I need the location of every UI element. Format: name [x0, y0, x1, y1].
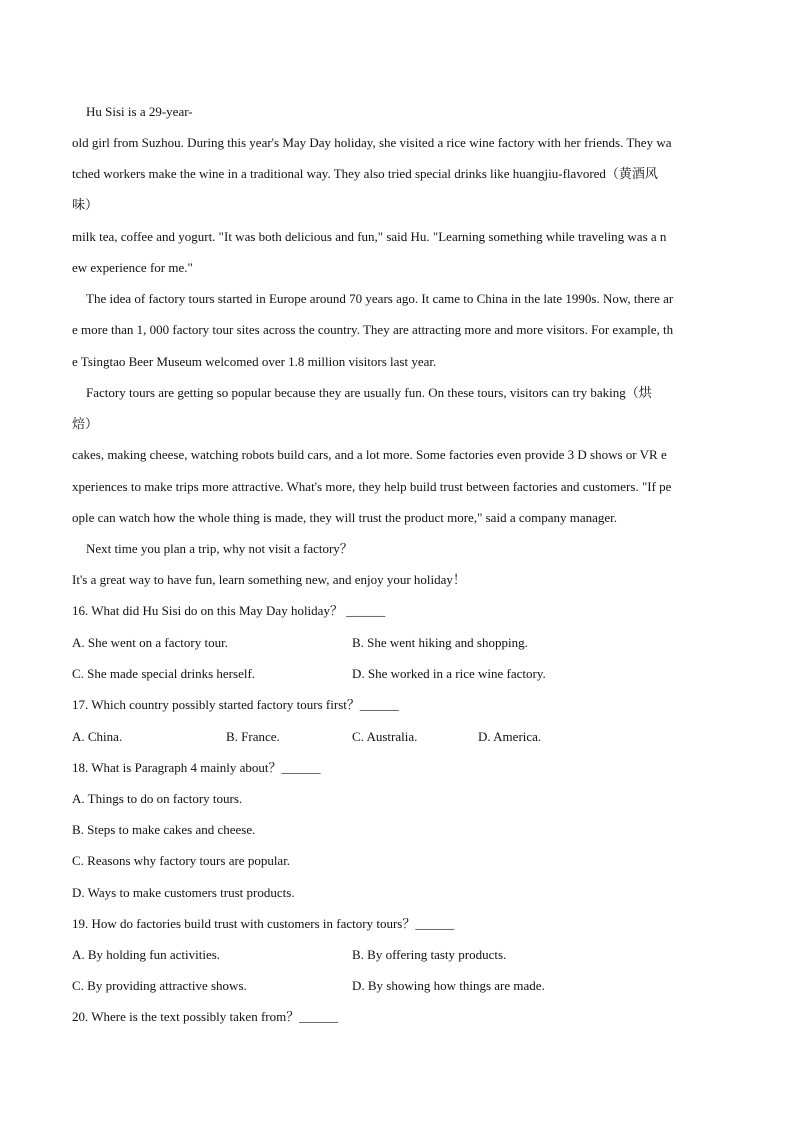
passage-line: Next time you plan a trip, why not visit a factory？ — [86, 541, 353, 556]
passage-line: xperiences to make trips more attractive. What's more, they help build trust between factories and customers. "If pe — [72, 479, 672, 494]
answer-option: D. Ways to make customers trust products. — [72, 885, 295, 900]
question-stem: 18. What is Paragraph 4 mainly about？______ — [72, 760, 321, 775]
passage-line: ople can watch how the whole thing is made, they will trust the product more," said a company manager. — [72, 510, 618, 525]
passage-line: e more than 1, 000 factory tour sites across the country. They are attracting more and more visitors. For example, th — [72, 322, 674, 337]
answer-option: D. By showing how things are made. — [352, 978, 545, 993]
answer-option: C. By providing attractive shows. — [72, 978, 247, 993]
passage-line: old girl from Suzhou. During this year's May Day holiday, she visited a rice wine factory with her friends. They wa — [72, 135, 672, 150]
passage-line: tched workers make the wine in a traditional way. They also tried special drinks like huangjiu-flavored（黄酒风 — [72, 166, 658, 181]
answer-option: B. Steps to make cakes and cheese. — [72, 822, 256, 837]
passage-line: cakes, making cheese, watching robots build cars, and a lot more. Some factories even provide 3 D shows or VR e — [72, 447, 667, 462]
passage-line: 味） — [72, 197, 99, 212]
passage-line: Hu Sisi is a 29-year- — [86, 104, 193, 119]
answer-option: B. By offering tasty products. — [352, 947, 507, 962]
answer-option: C. She made special drinks herself. — [72, 666, 256, 681]
passage-line: It's a great way to have fun, learn something new, and enjoy your holiday！ — [72, 572, 466, 587]
passage-line: 焙） — [72, 416, 99, 431]
answer-option: B. She went hiking and shopping. — [352, 635, 528, 650]
answer-option: C. Australia. — [352, 729, 418, 744]
passage-line: The idea of factory tours started in Europe around 70 years ago. It came to China in the late 1990s. Now, there ar — [86, 291, 674, 306]
question-stem: 20. Where is the text possibly taken from？______ — [72, 1009, 339, 1024]
question-stem: 17. Which country possibly started factory tours first？______ — [72, 697, 399, 712]
answer-option: A. By holding fun activities. — [72, 947, 221, 962]
answer-option: B. France. — [226, 729, 280, 744]
answer-option: C. Reasons why factory tours are popular. — [72, 853, 291, 868]
passage-line: ew experience for me." — [72, 260, 193, 275]
passage-line: milk tea, coffee and yogurt. "It was both delicious and fun," said Hu. "Learning something while traveling was a n — [72, 229, 667, 244]
answer-option: A. She went on a factory tour. — [72, 635, 228, 650]
answer-option: A. China. — [72, 729, 123, 744]
answer-option: D. America. — [478, 729, 542, 744]
question-stem: 19. How do factories build trust with customers in factory tours？______ — [72, 916, 455, 931]
question-stem: 16. What did Hu Sisi do on this May Day holiday？ ______ — [72, 603, 386, 618]
passage-line: Factory tours are getting so popular because they are usually fun. On these tours, visitors can try baking（烘 — [86, 385, 652, 400]
passage-line: e Tsingtao Beer Museum welcomed over 1.8 million visitors last year. — [72, 354, 437, 369]
answer-option: D. She worked in a rice wine factory. — [352, 666, 546, 681]
answer-option: A. Things to do on factory tours. — [72, 791, 243, 806]
